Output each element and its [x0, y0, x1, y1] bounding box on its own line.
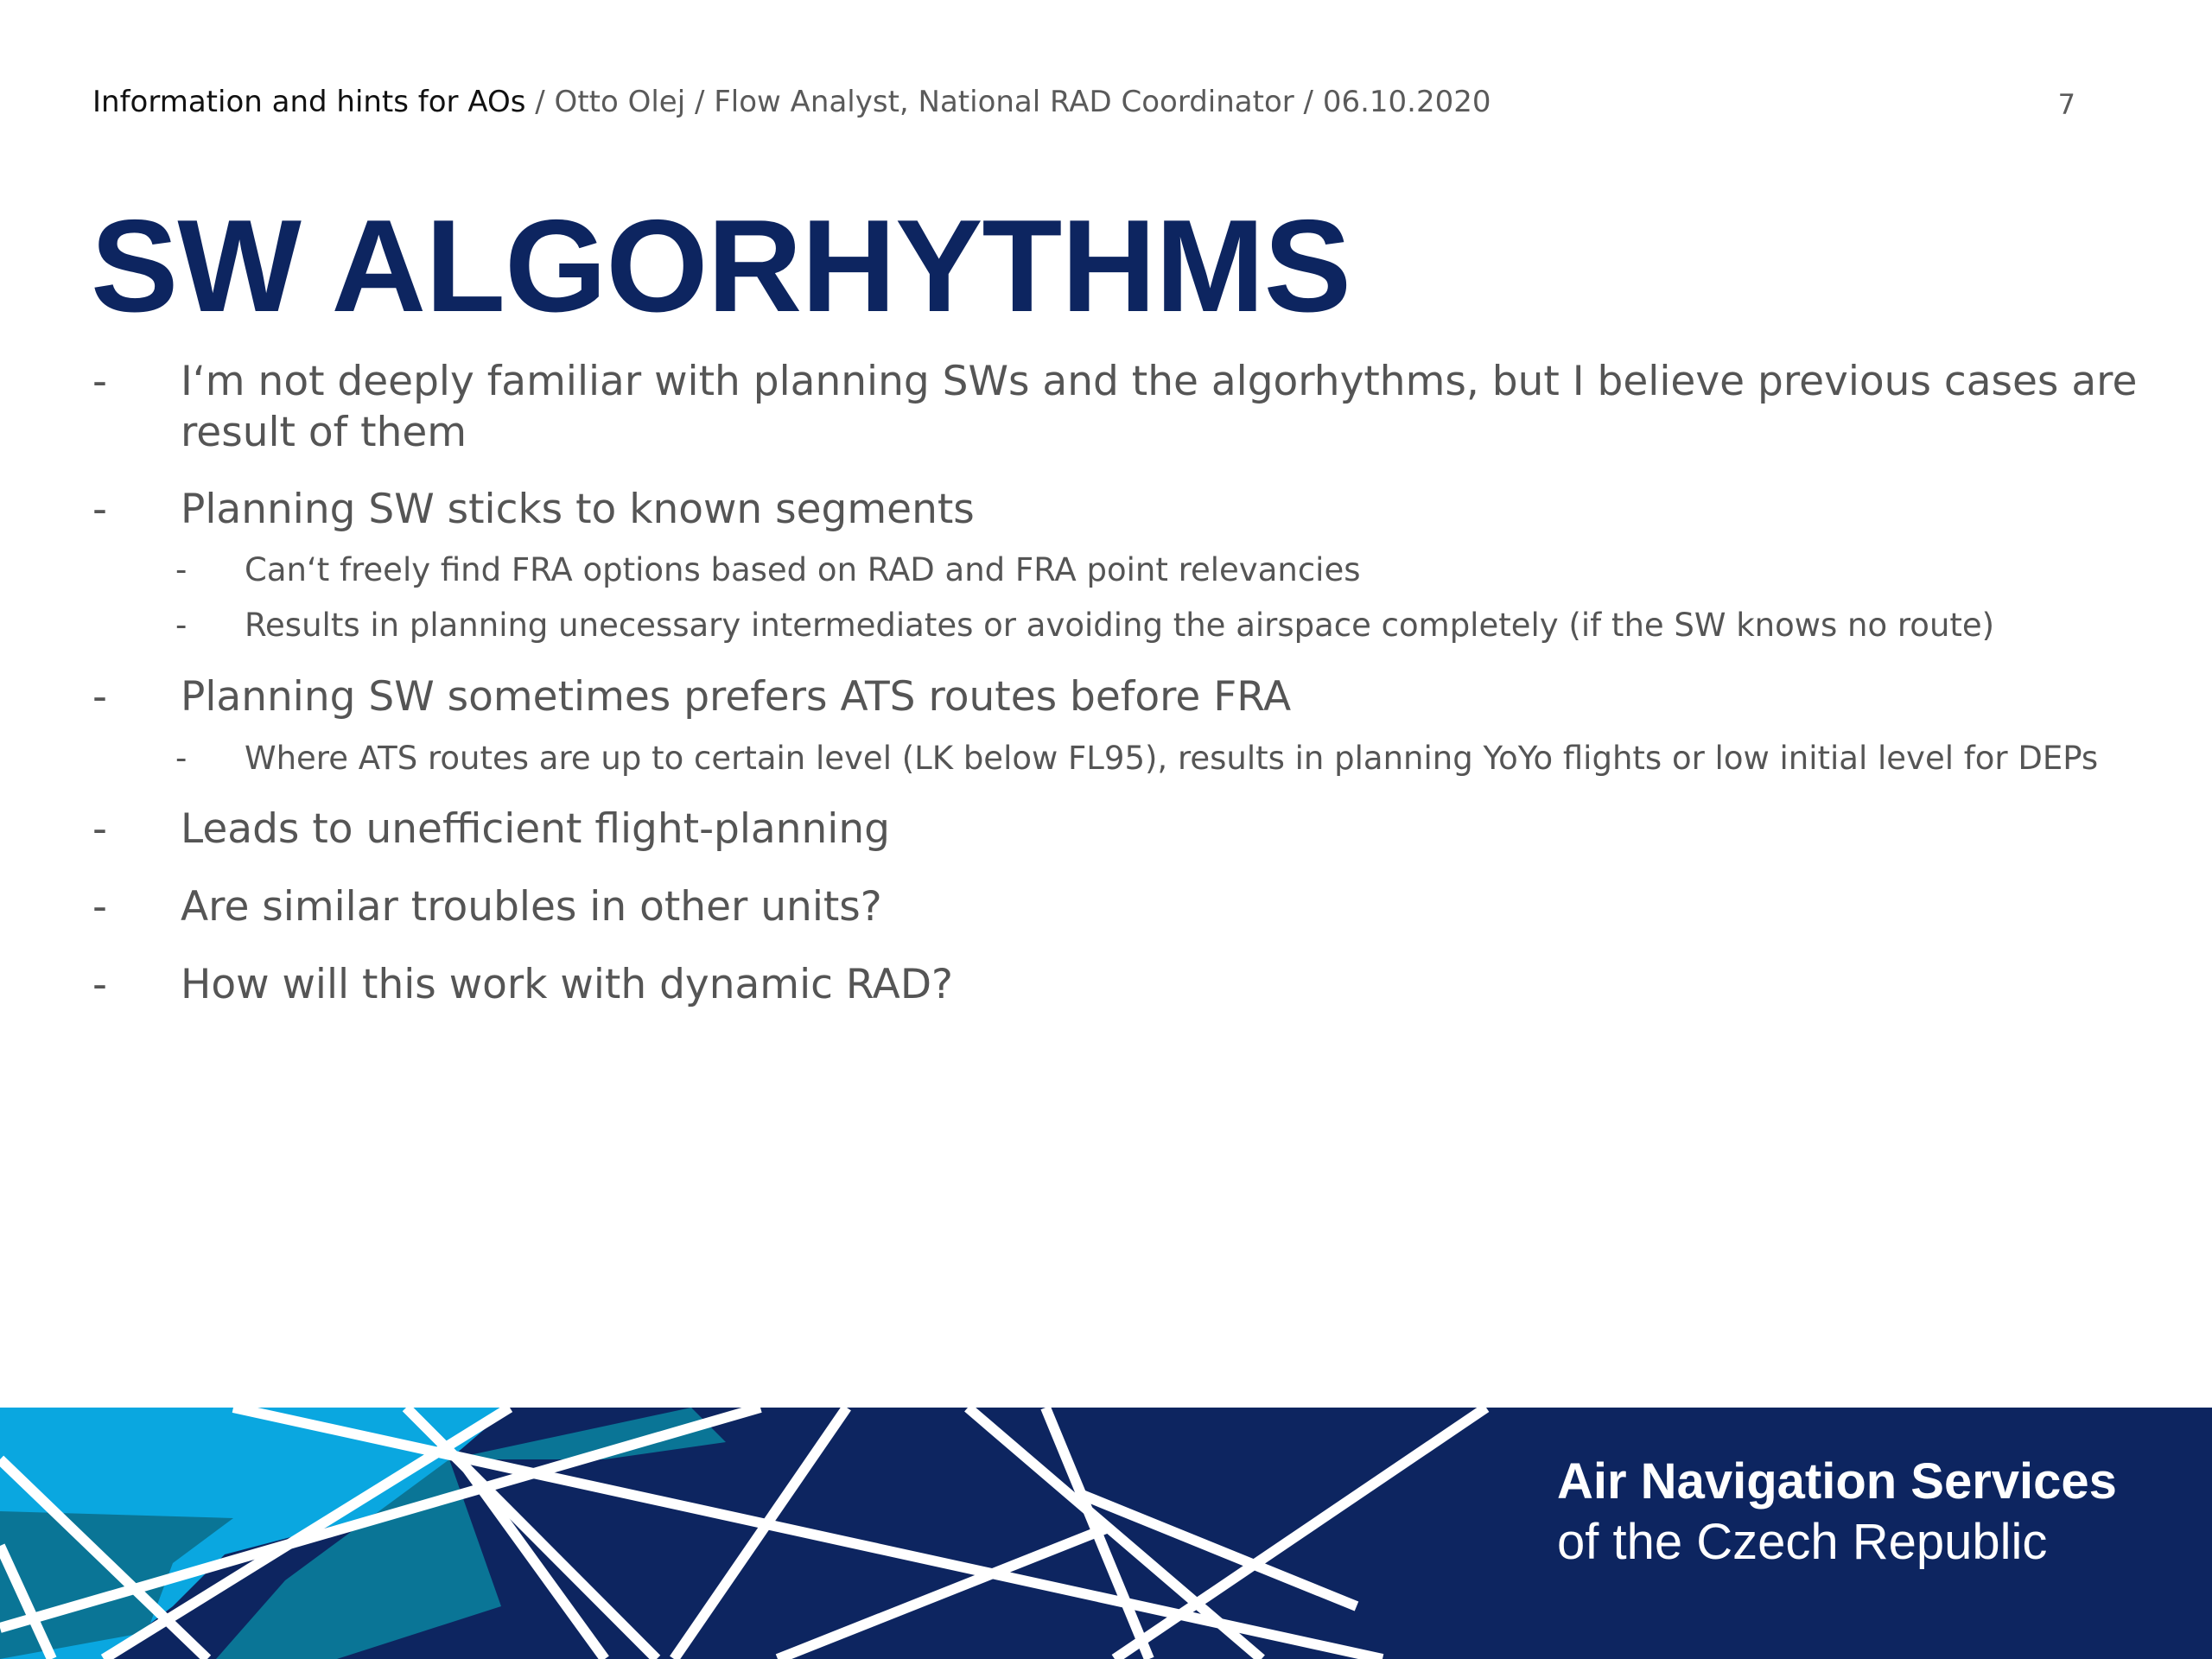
- organization-name-line1: Air Navigation Services: [1557, 1453, 2117, 1510]
- bullet-text: Are similar troubles in other units?: [181, 883, 882, 931]
- bullet-text: result of them: [181, 409, 467, 456]
- bullet-dash: -: [175, 607, 188, 644]
- slide-title: SW ALGORHYTHMS: [91, 193, 1351, 340]
- bullet-text: Where ATS routes are up to certain level (LK below FL95), results in planning YoYo flights or low initial level for DEPs: [245, 740, 2099, 777]
- bullet-dash: -: [92, 358, 107, 405]
- bullet-dash: -: [92, 805, 107, 853]
- header-meta: / Otto Olej / Flow Analyst, National RAD Coordinator / 06.10.2020: [525, 85, 1491, 119]
- page-number: 7: [2057, 88, 2075, 121]
- bullet-text: Planning SW sticks to known segments: [181, 486, 975, 533]
- slide-header: [92, 85, 1491, 119]
- organization-name-line2: of the Czech Republic: [1557, 1514, 2048, 1570]
- bullet-text: I‘m not deeply familiar with planning SWs and the algorhythms, but I believe previous cases are: [181, 358, 2138, 405]
- bullet-text: Can‘t freely find FRA options based on RAD and FRA point relevancies: [245, 551, 1361, 588]
- bullet-dash: -: [92, 883, 107, 931]
- header-topic: Information and hints for AOs: [92, 85, 526, 119]
- bullet-text: Leads to unefficient flight-planning: [181, 805, 890, 853]
- bullet-text: Planning SW sometimes prefers ATS routes before FRA: [181, 673, 1292, 721]
- organization-logo-text: [1557, 1452, 2117, 1573]
- bullet-dash: -: [175, 740, 188, 777]
- bullet-text: Results in planning unecessary intermediates or avoiding the airspace completely (if the SW knows no route): [245, 607, 1995, 644]
- bullet-text: How will this work with dynamic RAD?: [181, 961, 953, 1008]
- bullet-dash: -: [175, 551, 188, 588]
- bullet-dash: -: [92, 961, 107, 1008]
- bullet-dash: -: [92, 673, 107, 721]
- bullet-dash: -: [92, 486, 107, 533]
